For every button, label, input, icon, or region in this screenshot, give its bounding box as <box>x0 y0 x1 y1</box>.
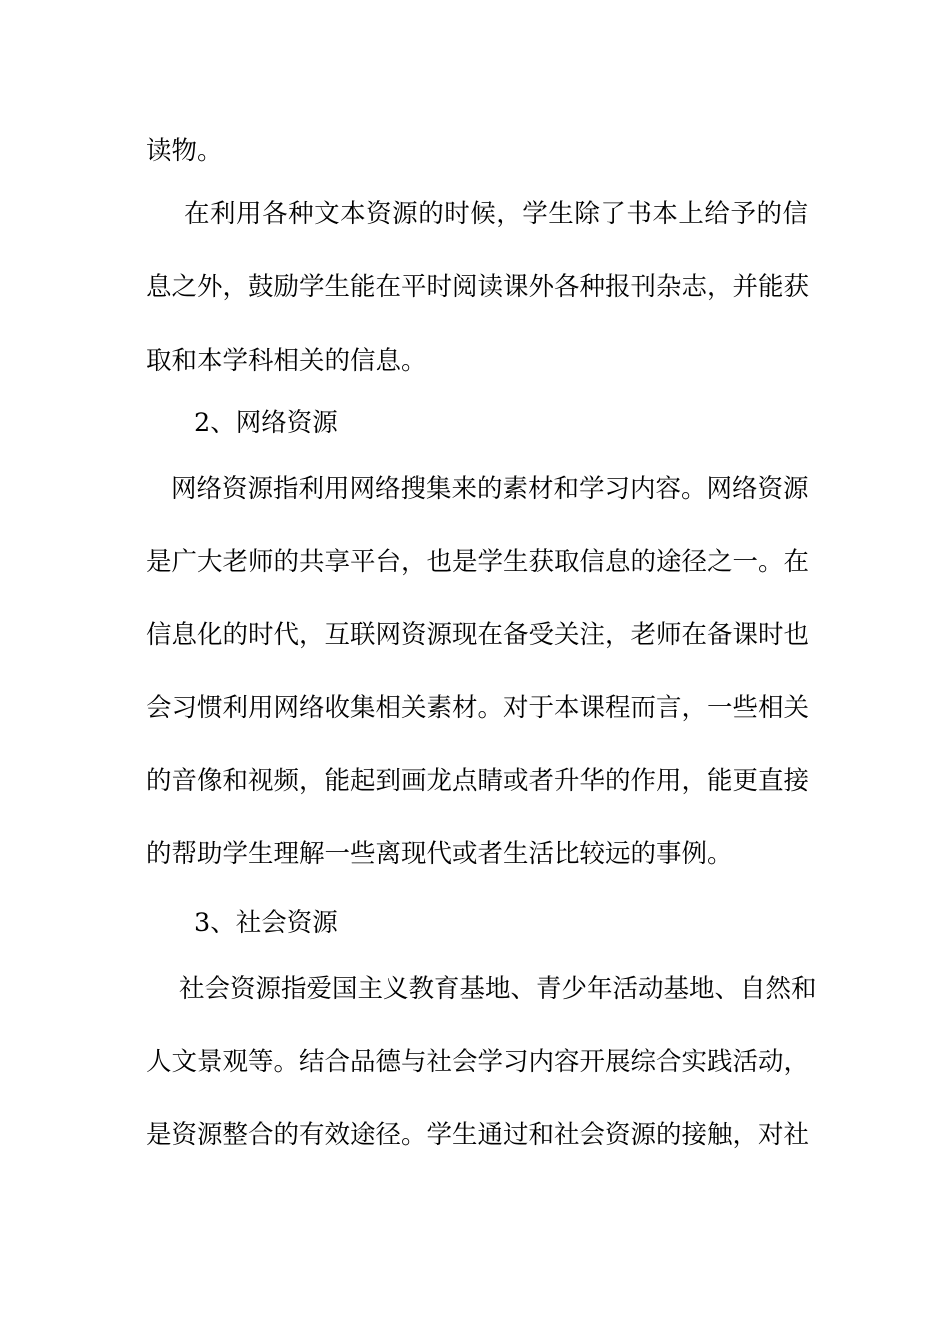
section-heading-social-resources: 3、社会资源 <box>194 908 338 938</box>
text-line-network-resources-3: 信息化的时代，互联网资源现在备受关注，老师在备课时也 <box>146 620 810 650</box>
text-line-social-resources-1: 社会资源指爱国主义教育基地、青少年活动基地、自然和 <box>179 974 817 1004</box>
text-line-network-resources-6: 的帮助学生理解一些离现代或者生活比较远的事例。 <box>146 839 733 869</box>
text-line-text-resources-1: 在利用各种文本资源的时候，学生除了书本上给予的信 <box>184 199 808 229</box>
text-line-social-resources-2: 人文景观等。结合品德与社会学习内容开展综合实践活动， <box>146 1047 810 1077</box>
text-line-text-resources-3: 取和本学科相关的信息。 <box>146 346 427 376</box>
text-line-network-resources-4: 会习惯利用网络收集相关素材。对于本课程而言，一些相关 <box>146 693 810 723</box>
text-line-reading-material: 读物。 <box>146 136 223 166</box>
section-heading-network-resources: 2、网络资源 <box>194 408 338 438</box>
text-line-network-resources-1: 网络资源指利用网络搜集来的素材和学习内容。网络资源 <box>171 474 809 504</box>
text-line-social-resources-3: 是资源整合的有效途径。学生通过和社会资源的接触，对社 <box>146 1120 810 1150</box>
text-line-text-resources-2: 息之外，鼓励学生能在平时阅读课外各种报刊杂志，并能获 <box>146 272 810 302</box>
text-line-network-resources-5: 的音像和视频，能起到画龙点睛或者升华的作用，能更直接 <box>146 766 810 796</box>
text-line-network-resources-2: 是广大老师的共享平台，也是学生获取信息的途径之一。在 <box>146 547 810 577</box>
